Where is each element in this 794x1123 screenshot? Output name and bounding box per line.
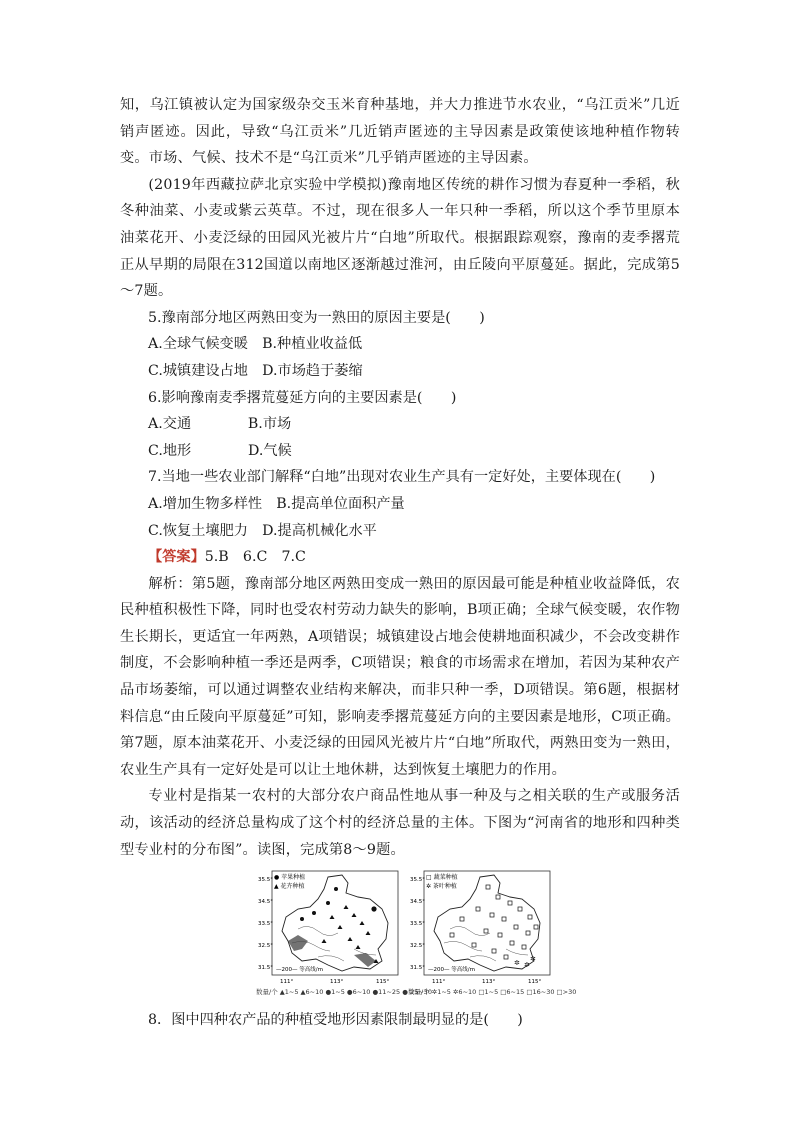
map-right-lat-0: 35.5° <box>410 877 425 884</box>
tea-point: ✲ <box>514 959 520 968</box>
map-right-lon-2: 115° <box>528 979 542 986</box>
map-figure <box>120 869 680 1001</box>
question-6-options-cd: C.地形 D.气候 <box>148 442 292 459</box>
question-7-options-cd: C.恢复土壤肥力 D.提高机械化水平 <box>148 522 377 539</box>
map-left-lat-3: 32.5° <box>258 943 273 950</box>
map-right-lat-3: 32.5° <box>410 943 425 950</box>
map-right <box>408 869 577 997</box>
map-left-lat-2: 33.5° <box>258 921 273 928</box>
map-right-lat-4: 31.5° <box>410 965 425 972</box>
question-5-options-cd: C.城镇建设占地 D.市场趋于萎缩 <box>148 362 363 379</box>
map-right-svg <box>410 869 552 987</box>
analysis-paragraph: 解析：第5题，豫南部分地区两熟田变成一熟田的原因最可能是种植业收益降低，农民种植积极性下降，同时也受农村劳动力缺失的影响，B项正确；全球气候变暖，农作物生长期长，更适宜一年两熟，A项错误；城镇建设占地会使耕地面积减少，不会改变耕作制度，不会影响种植一季还是两季，C项错误；粮食的市场需求在增加，若因为某种农产品市场萎缩，可以通过调整农业结构来解决，而非只种一季，D项错误。第6题，根据材料信息“由丘陵向平原蔓延”可知，影响麦季撂荒蔓延方向的主要因素是地形，C项正确。第7题，原本油菜花开、小麦泛绿的田园风光被片片“白地”所取代，两熟田变为一熟田，农业生产具有一定好处是可以让土地休耕，达到恢复土壤肥力的作用。 <box>120 575 680 778</box>
answer-text: 5.B 6.C 7.C <box>204 549 306 566</box>
map-left-legend1: ● 苹果种植 <box>274 874 306 882</box>
question-8: 8．图中四种农产品的种植受地形因素限制最明显的是( ) <box>148 1012 523 1029</box>
map-right-caption: 数量/个 ✲1~5 ✲6~10 □1~5 □6~15 □16~30 □>30 <box>408 988 577 997</box>
paragraph-1: 知，乌江镇被认定为国家级杂交玉米育种基地，并大力推进节水农业，“乌江贡米”几近销声匿迹。因此，导致“乌江贡米”几近销声匿迹的主导因素是政策使该地种植作物转变。市场、气候、技术不是“乌江贡米”几乎销声匿迹的主导因素。 <box>120 97 680 167</box>
map-left-lat-1: 34.5° <box>258 899 273 906</box>
map-right-lat-1: 34.5° <box>410 899 425 906</box>
apple-point <box>371 907 376 912</box>
map-left-legend2: ▲ 花卉种植 <box>274 883 305 891</box>
map-left-caption: 数量/个 ▲1~5 ▲6~10 ●1~5 ●6~10 ●11~25 ● 25~30 <box>256 988 432 997</box>
answer-line <box>120 544 680 571</box>
tea-point: ✲ <box>524 961 530 970</box>
paragraph-3: 专业村是指某一农村的大部分农户商品性地从事一种及与之相关联的生产或服务活动，该活动的经济总量构成了这个村的经济总量的主体。下图为“河南省的地形和四种类型专业村的分布图”。读图，完成第8～9题。 <box>120 788 680 858</box>
question-6-options-ab: A.交通 B.市场 <box>148 416 292 433</box>
map-left-contour-legend: —200— 等高线/m <box>276 967 323 974</box>
map-left <box>256 869 432 997</box>
map-right-legend2: ✲ 茶叶种植 <box>426 883 457 891</box>
map-right-lon-0: 111° <box>432 979 446 986</box>
question-7: 7.当地一些农业部门解释“白地”出现对农业生产具有一定好处，主要体现在( ) <box>148 469 656 486</box>
map-left-lon-2: 115° <box>376 979 390 986</box>
question-6: 6.影响豫南麦季撂荒蔓延方向的主要因素是( ) <box>148 389 457 406</box>
map-left-svg <box>258 869 400 987</box>
map-left-lat-0: 35.5° <box>258 877 273 884</box>
question-5-options-ab: A.全球气候变暖 B.种植业收益低 <box>148 336 363 353</box>
apple-point <box>334 887 338 891</box>
question-5: 5.豫南部分地区两熟田变为一熟田的原因主要是( ) <box>148 309 485 326</box>
map-left-lon-1: 113° <box>330 979 344 986</box>
answer-tag: 【答案】 <box>148 549 205 566</box>
paragraph-2: (2019年西藏拉萨北京实验中学模拟)豫南地区传统的耕作习惯为春夏种一季稻，秋冬种油菜、小麦或紫云英草。不过，现在很多人一年只种一季稻，所以这个季节里原本油菜花开、小麦泛绿的田园风光被片片“白地”所取代。根据跟踪观察，豫南的麦季撂荒正从早期的局限在312国道以南地区逐渐越过淮河，由丘陵向平原蔓延。据此，完成第5～7题。 <box>120 176 680 300</box>
apple-point <box>312 911 316 915</box>
map-right-lon-1: 113° <box>482 979 496 986</box>
document-page <box>120 92 680 1034</box>
tea-point: ✲ <box>530 955 536 964</box>
map-right-lat-2: 33.5° <box>410 921 425 928</box>
map-left-lon-0: 111° <box>280 979 294 986</box>
apple-point <box>326 901 330 905</box>
map-right-contour-legend: —200— 等高线/m <box>428 967 475 974</box>
map-right-legend1: □ 蔬菜种植 <box>426 874 458 882</box>
apple-point <box>300 917 304 921</box>
question-7-options-ab: A.增加生物多样性 B.提高单位面积产量 <box>148 495 405 512</box>
map-left-lat-4: 31.5° <box>258 965 273 972</box>
